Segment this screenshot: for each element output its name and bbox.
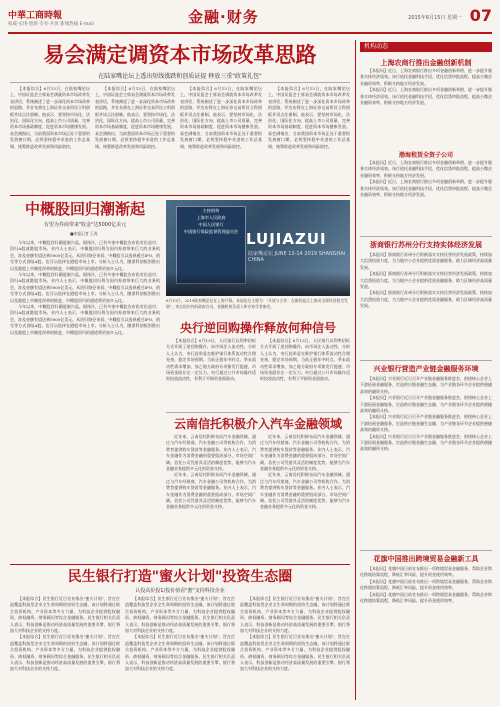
rail-item4-body xyxy=(360,376,492,546)
rail-item2-text: 【本报讯】近日，上海农商银行推出多项金融创新举措，进一步提升服务实体经济质效。该行依托金融科技手段，优化信贷审批流程，提高小微企业融资效率，积极支持地方经济发展。 xyxy=(360,160,492,178)
photo-caption: 6月13日，2019陆家嘴论坛在上海开幕。本届论坛主题为："开放与合作：在新的起点上推动全球经济稳定发展"，来自国内外的政府官员、金融机构负责人和专家学者参会。 xyxy=(166,298,348,309)
story3-headline: 央行逆回购操作释放何种信号 xyxy=(179,321,336,335)
lead-body: 【本报综合】6月13日，在陆家嘴论坛上，中国证监会主席易会满就资本市场改革发表讲话，系统阐述了进一步深化资本市场改革的思路，并宣布将在上海证券交易所设立科创板并试点注册制。他表示，要坚持市场化、法治化、国际化方向，提高上市公司质量，完善资本市场基础制度，促进资本市场健康发展。易会满指出，当前我国资本市场正处于重要的发展窗口期，必须坚持稳中求进的工作总基调，统筹推进改革发展和风险防控。 xyxy=(95,86,175,149)
story2-headline: 中概股回归潮渐起 xyxy=(24,200,145,218)
rail-item5-text: 【本报讯】花旗中国日前宣布推出一项跨境贸易金融服务，帮助企业简化跨境结算流程，降低汇率风险，提升资金使用效率。 xyxy=(360,578,492,591)
story2-body xyxy=(10,240,160,560)
story5-text: 【本报综合】民生银行近日宣布推出"蜜火计划"，旨在打造覆盖科技型企业全生命周期的投资生态圈。该计划将通过联合投资机构、产业资本等多方力量，为科技企业提供股权融资、债权融资、财务顾问等综合金融服务。民生银行相关负责人表示，科技创新是推动经济高质量发展的重要引擎，银行将加大对科技企业的支持力度。 xyxy=(10,634,120,672)
story5-text: 【本报综合】民生银行近日宣布推出"蜜火计划"，旨在打造覆盖科技型企业全生命周期的投资生态圈。该计划将通过联合投资机构、产业资本等多方力量，为科技企业提供股权融资、债权融资、财务顾问等综合金融服务。民生银行相关负责人表示，科技创新是推动经济高质量发展的重要引擎，银行将加大对科技企业的支持力度。 xyxy=(240,596,350,634)
rail-item2-text: 【本报讯】近日，上海农商银行推出多项金融创新举措，进一步提升服务实体经济质效。该行依托金融科技手段，优化信贷审批流程，提高小微企业融资效率，积极支持地方经济发展。 xyxy=(360,179,492,198)
lead-subhead: 在陆家嘴论坛上透出短线涨跌和创质证提 释放三重"政策礼包" xyxy=(98,73,262,80)
rail-item2-body xyxy=(360,160,492,232)
rail-item3-body xyxy=(360,252,492,356)
story4-body-2 xyxy=(260,434,350,560)
screen-line: 中国银行保险监督管理委员会 xyxy=(183,229,239,234)
story4-text: 近年来，云南信托积极布局汽车金融领域，通过与汽车经销商、汽车金融公司等机构合作，为消费者提供购车贷款等金融服务。业内人士表示，汽车金融作为消费金融的重要组成部分，市场空间广阔。信托公司凭借其灵活的制度优势，能够为汽车金融业务提供多元化的资金支持。 xyxy=(166,434,256,472)
story5-body-col-3 xyxy=(240,596,350,700)
story4-headline: 云南信托积极介入汽车金融领域 xyxy=(173,417,342,431)
lead-body-col-4 xyxy=(268,86,350,190)
masthead xyxy=(8,6,492,34)
rail-item5-text: 【本报讯】花旗中国日前宣布推出一项跨境贸易金融服务，帮助企业简化跨境结算流程，降低汇率风险，提升资金使用效率。 xyxy=(360,591,492,604)
story3-text: 【本报综合】6月13日，人民银行以利率招标方式开展了逆回购操作，向市场注入流动性。分析人士认为，央行此举意在维护银行体系流动性合理充裕，稳定市场预期。当前正值年中时点，季末流动性需求增加，加之地方政府专项债发行提速，市场资金面存在一定压力。央行通过公开市场操作适时投放流动性，有利于平抑资金面波动。 xyxy=(260,338,350,382)
rail-item4-text: 【本报讯】兴业银行近日召开产业链金融服务推进会，围绕核心企业上下游拓展金融服务，打造供应链金融生态圈，为产业链各环节企业提供便捷高效的融资支持。 xyxy=(360,433,492,452)
story4-text: 近年来，云南信托积极布局汽车金融领域，通过与汽车经销商、汽车金融公司等机构合作，为消费者提供购车贷款等金融服务。业内人士表示，汽车金融作为消费金融的重要组成部分，市场空间广阔。信托公司凭借其灵活的制度优势，能够为汽车金融业务提供多元化的资金支持。 xyxy=(260,434,350,472)
lead-body-col-3 xyxy=(180,86,262,190)
rail-item1-title: 上海农商行推出金融创新机制 xyxy=(380,59,472,67)
story4-body xyxy=(166,434,256,560)
paper-info: 权威·实用·创新·专业·开放 新闻热线 E-mail xyxy=(8,22,94,27)
story3-text: 【本报综合】6月13日，人民银行以利率招标方式开展了逆回购操作，向市场注入流动性。分析人士认为，央行此举意在维护银行体系流动性合理充裕，稳定市场预期。当前正值年中时点，季末流动性需求增加，加之地方政府专项债发行提速，市场资金面存在一定压力。央行通过公开市场操作适时投放流动性，有利于平抑资金面波动。 xyxy=(166,338,256,382)
story2-text: 今年以来，中概股回归潮逐渐兴起。据统计，已有多家中概股宣布私有化退市，回归A股或港股市场。业内人士表示，中概股回归将为国内券商带来巨大的业务机会，涉及金额有望达到5000亿美元。从回归路径来看，中概股可以选择通过IPO、借壳等方式登陆A股，也可以选择在港股市场上市。分析人士认为，随着科创板的推出以及港股上市制度改革的推进，中概股回归的通道将更加多元化。 xyxy=(10,272,160,303)
story5-text: 【本报综合】民生银行近日宣布推出"蜜火计划"，旨在打造覆盖科技型企业全生命周期的投资生态圈。该计划将通过联合投资机构、产业资本等多方力量，为科技企业提供股权融资、债权融资、财务顾问等综合金融服务。民生银行相关负责人表示，科技创新是推动经济高质量发展的重要引擎，银行将加大对科技企业的支持力度。 xyxy=(240,634,350,672)
screen-line: 中国人民银行 xyxy=(198,222,224,227)
story5-headline: 民生银行打造"蜜火计划"投资生态圈 xyxy=(67,569,293,585)
forum-logo: LUJIAZUI xyxy=(246,230,327,248)
rail-header: 机构动态 xyxy=(360,42,492,52)
story2-byline: ■本报记者 王涛 xyxy=(70,231,98,236)
story5-subhead: 认投高价投1/投价值看"蜜"支持科技企业 xyxy=(135,588,225,594)
story5-text: 【本报综合】民生银行近日宣布推出"蜜火计划"，旨在打造覆盖科技型企业全生命周期的投资生态圈。该计划将通过联合投资机构、产业资本等多方力量，为科技企业提供股权融资、债权融资、财务顾问等综合金融服务。民生银行相关负责人表示，科技创新是推动经济高质量发展的重要引擎，银行将加大对科技企业的支持力度。 xyxy=(10,596,120,634)
story4-text: 近年来，云南信托积极布局汽车金融领域，通过与汽车经销商、汽车金融公司等机构合作，为消费者提供购车贷款等金融服务。业内人士表示，汽车金融作为消费金融的重要组成部分，市场空间广阔。信托公司凭借其灵活的制度优势，能够为汽车金融业务提供多元化的资金支持。 xyxy=(166,472,256,510)
story2-subhead: 有望为券商带来"收金"达5000亿美元 xyxy=(43,222,127,228)
audience xyxy=(166,272,350,296)
paper-name: 中華工商時報 xyxy=(8,11,63,21)
section-title: 金融·财务 xyxy=(188,8,259,26)
story5-text: 【本报综合】民生银行近日宣布推出"蜜火计划"，旨在打造覆盖科技型企业全生命周期的投资生态圈。该计划将通过联合投资机构、产业资本等多方力量，为科技企业提供股权融资、债权融资、财务顾问等综合金融服务。民生银行相关负责人表示，科技创新是推动经济高质量发展的重要引擎，银行将加大对科技企业的支持力度。 xyxy=(125,596,235,634)
rail-item3-text: 【本报讯】浙商银行苏州分行积极落实支持民营经济发展政策，持续加大信贷投放力度，为当地中小企业提供优质金融服务，助力区域经济高质量发展。 xyxy=(360,252,492,270)
rail-item3-title: 浙商银行苏州分行支持实体经济发展 xyxy=(370,241,482,249)
story4-text: 近年来，云南信托积极布局汽车金融领域，通过与汽车经销商、汽车金融公司等机构合作，为消费者提供购车贷款等金融服务。业内人士表示，汽车金融作为消费金融的重要组成部分，市场空间广阔。信托公司凭借其灵活的制度优势，能够为汽车金融业务提供多元化的资金支持。 xyxy=(260,472,350,510)
screen-line: 上海市人民政府 xyxy=(196,215,226,220)
rail-item3-text: 【本报讯】浙商银行苏州分行积极落实支持民营经济发展政策，持续加大信贷投放力度，为当地中小企业提供优质金融服务，助力区域经济高质量发展。 xyxy=(360,271,492,290)
story5-text: 【本报综合】民生银行近日宣布推出"蜜火计划"，旨在打造覆盖科技型企业全生命周期的投资生态圈。该计划将通过联合投资机构、产业资本等多方力量，为科技企业提供股权融资、债权融资、财务顾问等综合金融服务。民生银行相关负责人表示，科技创新是推动经济高质量发展的重要引擎，银行将加大对科技企业的支持力度。 xyxy=(125,634,235,672)
forum-logo-sub: 陆家嘴论坛 JUNE 13-14 2019 SHANGHAI CHINA xyxy=(248,251,346,263)
page-number: 07 xyxy=(469,6,492,25)
forum-photo xyxy=(166,200,350,296)
rail-item1-text: 【本报讯】近日，上海农商银行推出多项金融创新举措，进一步提升服务实体经济质效。该行依托金融科技手段，优化信贷审批流程，提高小微企业融资效率，积极支持地方经济发展。 xyxy=(360,87,492,106)
lead-body: 【本报综合】6月13日，在陆家嘴论坛上，中国证监会主席易会满就资本市场改革发表讲话，系统阐述了进一步深化资本市场改革的思路，并宣布将在上海证券交易所设立科创板并试点注册制。他表示，要坚持市场化、法治化、国际化方向，提高上市公司质量，完善资本市场基础制度，促进资本市场健康发展。易会满指出，当前我国资本市场正处于重要的发展窗口期，必须坚持稳中求进的工作总基调，统筹推进改革发展和风险防控。 xyxy=(268,86,350,149)
rail-item2-title: 渤海租赁全资子公司 xyxy=(398,152,453,159)
story3-body-2 xyxy=(260,338,350,410)
rail-item1-body xyxy=(360,68,492,146)
story2-text: 今年以来，中概股回归潮逐渐兴起。据统计，已有多家中概股宣布私有化退市，回归A股或港股市场。业内人士表示，中概股回归将为国内券商带来巨大的业务机会，涉及金额有望达到5000亿美元。从回归路径来看，中概股可以选择通过IPO、借壳等方式登陆A股，也可以选择在港股市场上市。分析人士认为，随着科创板的推出以及港股上市制度改革的推进，中概股回归的通道将更加多元化。 xyxy=(10,304,160,335)
rail-item1-text: 【本报讯】近日，上海农商银行推出多项金融创新举措，进一步提升服务实体经济质效。该行依托金融科技手段，优化信贷审批流程，提高小微企业融资效率，积极支持地方经济发展。 xyxy=(360,68,492,86)
lead-body-col-1 xyxy=(10,86,90,190)
story5-body-col-1 xyxy=(10,596,120,700)
rail-item3-text: 【本报讯】浙商银行苏州分行积极落实支持民营经济发展政策，持续加大信贷投放力度，为当地中小企业提供优质金融服务，助力区域经济高质量发展。 xyxy=(360,290,492,309)
lead-body: 【本报综合】6月13日，在陆家嘴论坛上，中国证监会主席易会满就资本市场改革发表讲话，系统阐述了进一步深化资本市场改革的思路，并宣布将在上海证券交易所设立科创板并试点注册制。他表示，要坚持市场化、法治化、国际化方向，提高上市公司质量，完善资本市场基础制度，促进资本市场健康发展。易会满指出，当前我国资本市场正处于重要的发展窗口期，必须坚持稳中求进的工作总基调，统筹推进改革发展和风险防控。 xyxy=(10,86,90,149)
story5-body-col-2 xyxy=(125,596,235,700)
lead-body: 【本报综合】6月13日，在陆家嘴论坛上，中国证监会主席易会满就资本市场改革发表讲话，系统阐述了进一步深化资本市场改革的思路，并宣布将在上海证券交易所设立科创板并试点注册制。他表示，要坚持市场化、法治化、国际化方向，提高上市公司质量，完善资本市场基础制度，促进资本市场健康发展。易会满指出，当前我国资本市场正处于重要的发展窗口期，必须坚持稳中求进的工作总基调，统筹推进改革发展和风险防控。 xyxy=(180,86,262,149)
rail-item4-title: 兴业银行营造产业链金融服务环境 xyxy=(373,365,479,373)
story2-text: 今年以来，中概股回归潮逐渐兴起。据统计，已有多家中概股宣布私有化退市，回归A股或港股市场。业内人士表示，中概股回归将为国内券商带来巨大的业务机会，涉及金额有望达到5000亿美元。从回归路径来看，中概股可以选择通过IPO、借壳等方式登陆A股，也可以选择在港股市场上市。分析人士认为，随着科创板的推出以及港股上市制度改革的推进，中概股回归的通道将更加多元化。 xyxy=(10,240,160,271)
rail-item4-text: 【本报讯】兴业银行近日召开产业链金融服务推进会，围绕核心企业上下游拓展金融服务，打造供应链金融生态圈，为产业链各环节企业提供便捷高效的融资支持。 xyxy=(360,414,492,433)
rail-item4-text: 【本报讯】兴业银行近日召开产业链金融服务推进会，围绕核心企业上下游拓展金融服务，打造供应链金融生态圈，为产业链各环节企业提供便捷高效的融资支持。 xyxy=(360,376,492,394)
rail-item5-title: 花旗中国推出跨境贸易金融新工具 xyxy=(373,555,479,563)
lead-headline: 易会满定调资本市场改革思路 xyxy=(43,42,317,67)
screen-line: 主持机构 xyxy=(202,208,220,213)
issue-date: 2015年6月15日 星期一 xyxy=(408,15,462,21)
story3-body xyxy=(166,338,256,410)
rail-item5-text: 【本报讯】花旗中国日前宣布推出一项跨境贸易金融服务，帮助企业简化跨境结算流程，降低汇率风险，提升资金使用效率。 xyxy=(360,566,492,578)
rail-item4-text: 【本报讯】兴业银行近日召开产业链金融服务推进会，围绕核心企业上下游拓展金融服务，打造供应链金融生态圈，为产业链各环节企业提供便捷高效的融资支持。 xyxy=(360,395,492,414)
lead-body-col-2 xyxy=(95,86,175,190)
rail-item5-body xyxy=(360,566,492,700)
